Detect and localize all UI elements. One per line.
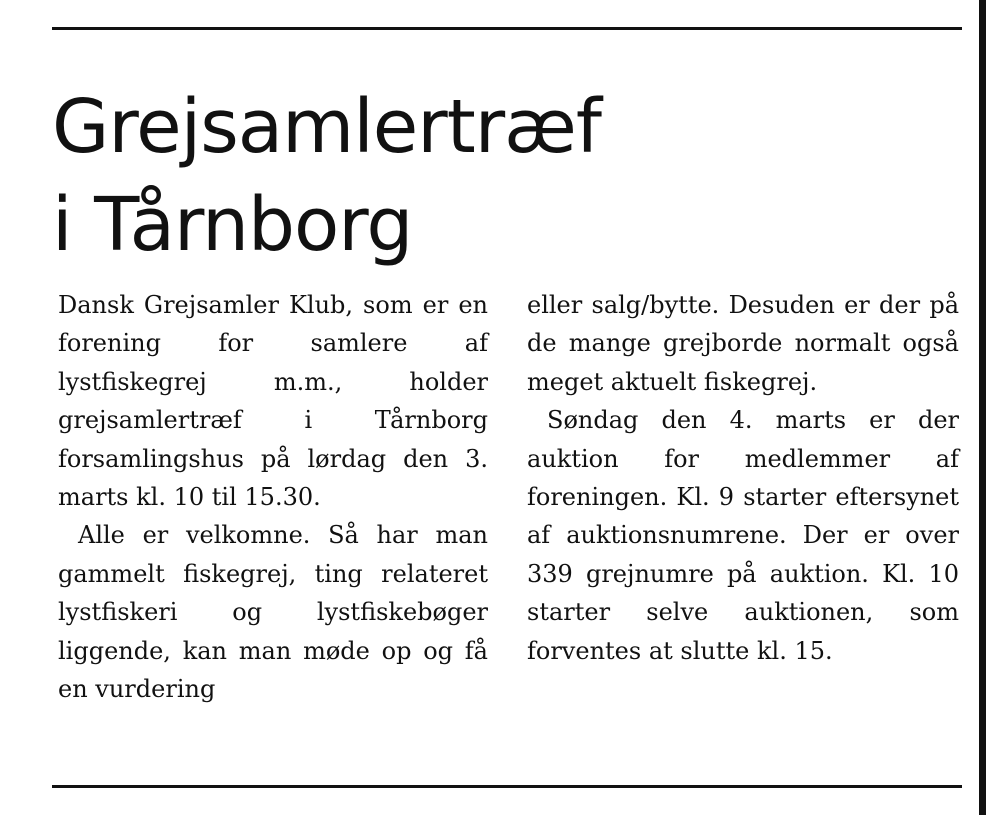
paragraph-auction: Søndag den 4. marts er der auktion for medlemmer af foreningen. Kl. 9 starter eftersynet af auktionsnumrene. Der er over 339 grejnumre på auktion. Kl. 10 starter selve auktionen, som forventes at slutte kl. 15. [527, 406, 959, 665]
paragraph-welcome: Alle er velkomne. Så har man gammelt fiskegrej, ting relateret lystfiskeri og lystfiskebøger liggende, kan man møde op og få en vurdering [58, 521, 488, 704]
article-column-left [58, 286, 488, 708]
paragraph-intro: Dansk Grejsamler Klub, som er en forening for samlere af lystfiskegrej m.m., holder grejsamlertræf i Tårnborg forsamlingshus på lørdag den 3. marts kl. 10 til 15.30. [58, 291, 488, 512]
paragraph-continued: eller salg/bytte. Desuden er der på de mange grejborde normalt også meget aktuelt fiskegrej. [527, 291, 959, 396]
article-column-right [527, 286, 959, 670]
right-column-rule [979, 0, 986, 815]
headline-line-2: i Tårnborg [52, 182, 413, 268]
bottom-rule [52, 785, 962, 788]
headline-line-1: Grejsamlertræf [52, 84, 601, 170]
headline [52, 78, 932, 274]
top-rule [52, 27, 962, 30]
